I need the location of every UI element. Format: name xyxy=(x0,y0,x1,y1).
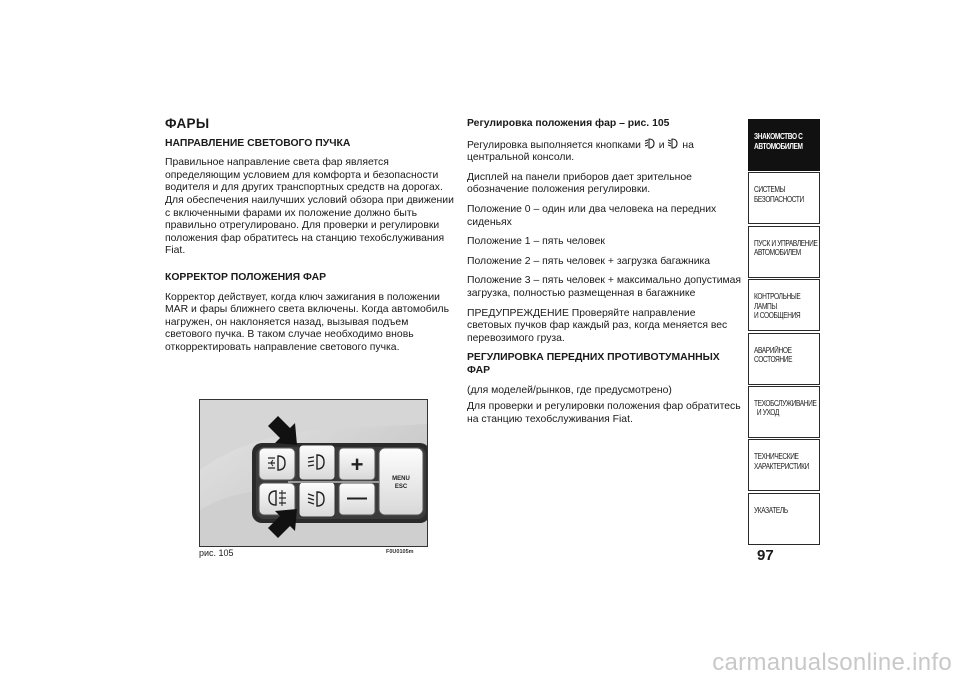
tab-label: КОНТРОЛЬНЫЕ ЛАМПЫ И СООБЩЕНИЯ xyxy=(754,292,801,321)
paragraph-adjust-buttons xyxy=(467,138,742,165)
tab-warning-lights[interactable] xyxy=(748,279,820,331)
paragraph-position-0: Положение 0 – один или два человека на передних сиденьях xyxy=(467,203,717,228)
adjust-text-b: на центральной консоли. xyxy=(467,139,694,164)
left-column xyxy=(165,118,455,362)
tab-label: ПУСК И УПРАВЛЕНИЕ АВТОМОБИЛЕМ xyxy=(754,238,818,258)
console-illustration xyxy=(200,400,427,546)
tab-label: ТЕХОБСЛУЖИВАНИЕ И УХОД xyxy=(754,398,817,418)
adjust-text-a: Регулировка выполняется кнопками xyxy=(467,139,641,151)
heading-headlight-adjustment: Регулировка положения фар – рис. 105 xyxy=(467,118,670,129)
tab-maintenance[interactable] xyxy=(748,386,820,438)
tab-technical-specs[interactable] xyxy=(748,439,820,491)
watermark: carmanualsonline.info xyxy=(712,649,952,676)
tab-safety[interactable] xyxy=(748,172,820,224)
paragraph-fog-lights: Для проверки и регулировки положения фар обратитесь на станцию техобслуживания Fiat. xyxy=(467,401,741,425)
heading-beam-direction: НАПРАВЛЕНИЕ СВЕТОВОГО ПУЧКА xyxy=(165,137,351,149)
esc-label: ESC xyxy=(394,484,408,490)
figure-console-buttons xyxy=(199,399,428,547)
chapter-tabs xyxy=(748,119,820,546)
paragraph-display: Дисплей на панели приборов дает зрительное обозначение положения регулировки. xyxy=(467,171,692,196)
minus-label: — xyxy=(347,487,367,509)
adjust-text-and: и xyxy=(658,139,665,151)
headlight-down-icon xyxy=(667,138,679,149)
tab-label: СИСТЕМЫ БЕЗОПАСНОСТИ xyxy=(754,185,804,204)
paragraph-position-2: Положение 2 – пять человек + загрузка багажника xyxy=(467,255,711,267)
paragraph-beam-direction: Правильное направление света фар является определяющим условием для комфорта и безопасности водителя и для других транспортных средств на дорогах. Для обеспечения наилучших условий обзора при движении с включенными фарами их положение должно быть правильно отрегулировано. Для проверки и регулировки положения фар обратитесь на станцию техобслуживания Fiat. xyxy=(165,157,454,257)
paragraph-position-3: Положение 3 – пять человек + максимально допустимая загрузка, полностью размещенная в багажнике xyxy=(467,275,742,299)
tab-index[interactable] xyxy=(748,493,820,545)
paragraph-headlight-corrector: Корректор действует, когда ключ зажигания в положении MAR и фары ближнего света включены. Когда автомобиль нагружен, он наклоняется назад, вызывая подъем светового пучка. В таком случае необходимо вновь откорректировать направление светового пучка. xyxy=(165,291,450,353)
tab-label: АВАРИЙНОЕ СОСТОЯНИЕ xyxy=(754,345,793,365)
figure-caption: рис. 105 xyxy=(199,548,234,558)
heading-fog-lights: РЕГУЛИРОВКА ПЕРЕДНИХ ПРОТИВОТУМАННЫХ ФАР xyxy=(467,352,720,376)
heading-headlight-corrector: КОРРЕКТОР ПОЛОЖЕНИЯ ФАР xyxy=(165,271,327,283)
paragraph-warning: ПРЕДУПРЕЖДЕНИЕ Проверяйте направление световых пучков фар каждый раз, когда меняется вес перевозимого груза. xyxy=(467,307,728,344)
tab-label: ТЕХНИЧЕСКИЕ ХАРАКТЕРИСТИКИ xyxy=(754,452,809,471)
page-number: 97 xyxy=(757,547,774,564)
figure-code: F0U0105m xyxy=(386,549,414,555)
paragraph-position-1: Положение 1 – пять человек xyxy=(467,236,605,248)
tab-label: УКАЗАТЕЛЬ xyxy=(754,505,788,515)
tab-emergency[interactable] xyxy=(748,333,820,385)
menu-label: MENU xyxy=(392,476,410,482)
tab-introduction[interactable] xyxy=(748,119,820,171)
tab-starting-driving[interactable] xyxy=(748,226,820,278)
plus-label: + xyxy=(350,452,364,477)
fog-lights-note: (для моделей/рынков, где предусмотрено) xyxy=(467,384,672,396)
tab-label: ЗНАКОМСТВО С АВТОМОБИЛЕМ xyxy=(754,132,803,151)
headlight-up-icon xyxy=(644,138,656,149)
page-title: ФАРЫ xyxy=(165,116,210,131)
right-column xyxy=(467,118,742,433)
